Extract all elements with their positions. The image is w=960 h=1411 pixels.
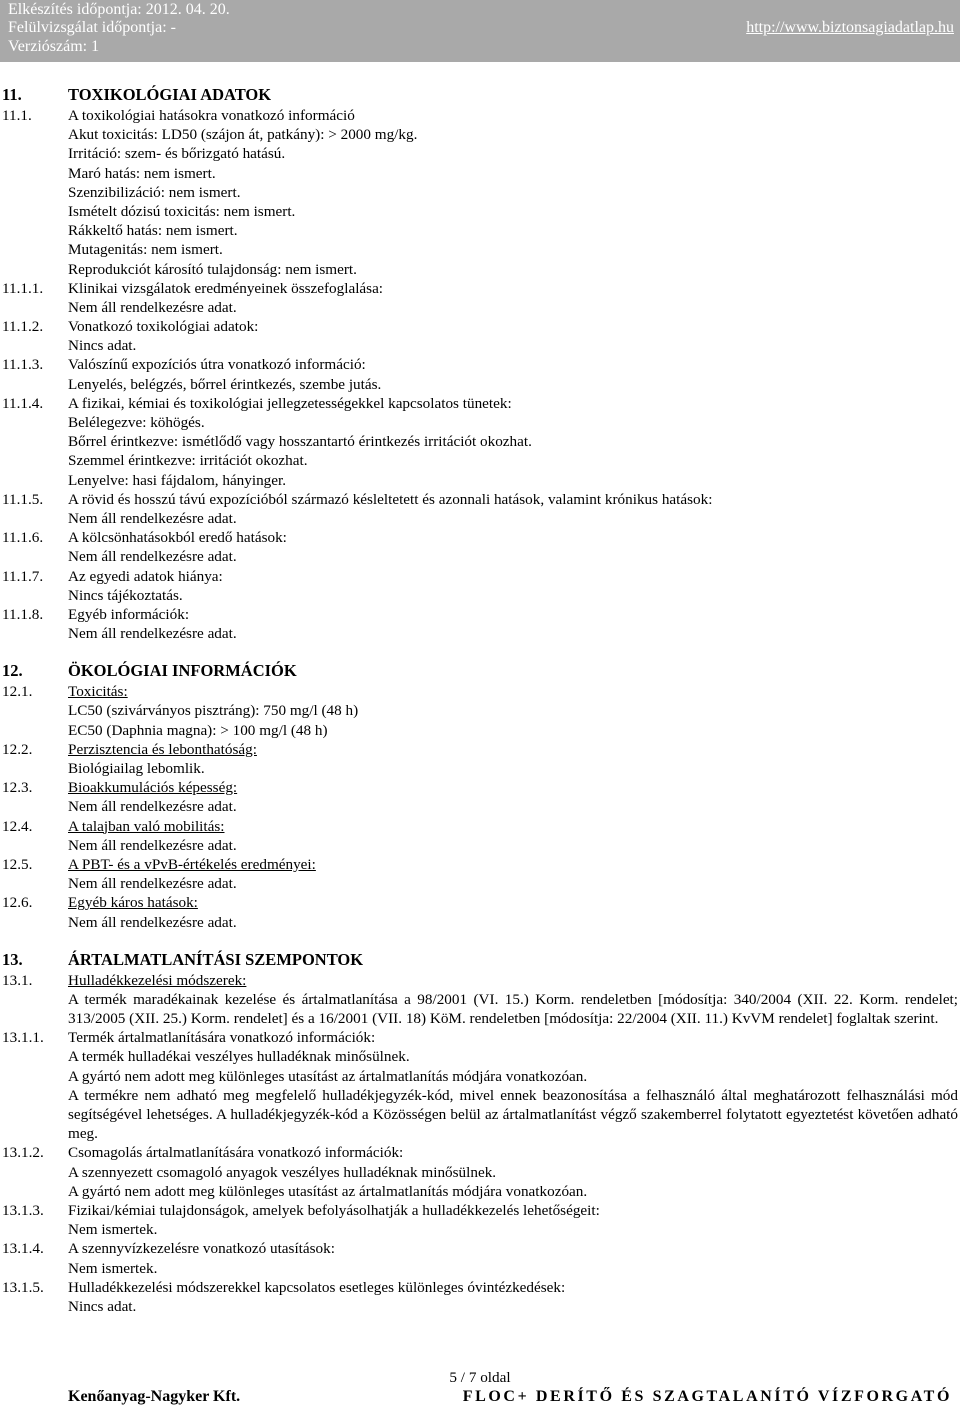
- line-text: A szennyezett csomagoló anyagok veszélyes hulladéknak minősülnek.: [68, 1163, 497, 1181]
- document-line: [0, 855, 960, 874]
- document-line: [0, 893, 960, 912]
- line-text: Egyéb káros hatások:: [68, 894, 198, 912]
- section-number: 11.1.5.: [2, 490, 44, 508]
- line-text: A szennyvízkezelésre vonatkozó utasítások:: [68, 1240, 335, 1258]
- document-line: [0, 1220, 960, 1239]
- document-line: [0, 125, 960, 144]
- document-line: [0, 836, 960, 855]
- document-line: [0, 547, 960, 566]
- line-text: A termék maradékainak kezelése és ártalmatlanítása a 98/2001 (VI. 15.) Korm. rendeletben [módosítja: 340/2004 (XII. 22. Korm. rendelet; 313/2005 (XII. 25.) Korm. rendelet] és a 16/2001 (VII. 18) KöM. rendeletben [módosítja: 22/2004 (XII. 11.) KvVM rendelet] foglaltak szerint.: [68, 990, 958, 1028]
- section-number: 12.4.: [2, 817, 33, 835]
- document-line: [0, 740, 960, 759]
- document-line: [0, 451, 960, 470]
- document-line: [0, 721, 960, 740]
- line-text: Nem áll rendelkezésre adat.: [68, 836, 237, 854]
- document-line: [0, 471, 960, 490]
- section-title: TOXIKOLÓGIAI ADATOK: [68, 85, 272, 104]
- document-line: [0, 1297, 960, 1316]
- line-text: Reprodukciót károsító tulajdonság: nem ismert.: [68, 260, 357, 278]
- line-text: Irritáció: szem- és bőrizgató hatású.: [68, 145, 286, 163]
- document-line: [0, 432, 960, 451]
- line-text: Szenzibilizáció: nem ismert.: [68, 183, 241, 201]
- section-number: 12.: [2, 661, 23, 681]
- document-line: [0, 183, 960, 202]
- section-number: 11.1.4.: [2, 394, 44, 412]
- document-line: [0, 413, 960, 432]
- section-number: 13.1.4.: [2, 1240, 44, 1258]
- section-number: 11.1.7.: [2, 567, 44, 585]
- product-name: FLOC+ DERÍTŐ ÉS SZAGTALANÍTÓ VÍZFORGATÓ: [462, 1388, 952, 1405]
- document-line: [0, 1047, 960, 1066]
- line-text: Nem áll rendelkezésre adat.: [68, 798, 237, 816]
- section-number: 11.1.1.: [2, 279, 44, 297]
- document-line: [0, 586, 960, 605]
- line-text: Nem áll rendelkezésre adat.: [68, 548, 237, 566]
- document-line: [0, 509, 960, 528]
- line-text: Fizikai/kémiai tulajdonságok, amelyek befolyásolhatják a hulladékkezelés lehetőségeit:: [68, 1202, 600, 1220]
- section-number: 12.2.: [2, 740, 33, 758]
- line-text: Nem áll rendelkezésre adat.: [68, 913, 237, 931]
- line-text: LC50 (szivárványos pisztráng): 750 mg/l (48 h): [68, 702, 359, 720]
- line-text: Egyéb információk:: [68, 605, 190, 623]
- line-text: Nincs tájékoztatás.: [68, 586, 183, 604]
- document-line: [0, 701, 960, 720]
- document-line: [0, 1259, 960, 1278]
- section-number: 11.1.2.: [2, 318, 44, 336]
- line-text: Perzisztencia és lebonthatóság:: [68, 740, 257, 758]
- line-text: A talajban való mobilitás:: [68, 817, 225, 835]
- section-number: 13.1.: [2, 971, 33, 989]
- document-line: [0, 1201, 960, 1220]
- section-number: 11.1.3.: [2, 356, 44, 374]
- document-line: [0, 375, 960, 394]
- company-name: Kenőanyag-Nagyker Kft.: [68, 1388, 241, 1405]
- line-text: A PBT- és a vPvB-értékelés eredményei:: [68, 855, 316, 873]
- document-line: [0, 971, 960, 990]
- document-line: [0, 1067, 960, 1086]
- section-number: 11.1.8.: [2, 605, 44, 623]
- line-text: Valószínű expozíciós útra vonatkozó információ:: [68, 356, 366, 374]
- line-text: Bioakkumulációs képesség:: [68, 779, 238, 797]
- document-line: [0, 913, 960, 932]
- section-heading: [0, 84, 960, 106]
- line-text: A kölcsönhatásokból eredő hatások:: [68, 529, 287, 547]
- line-text: A rövid és hosszú távú expozícióból származó késleltetett és azonnali hatások, valamint krónikus hatások:: [68, 490, 713, 508]
- line-text: Nem áll rendelkezésre adat.: [68, 298, 237, 316]
- document-line: [0, 874, 960, 893]
- line-text: Szemmel érintkezve: irritációt okozhat.: [68, 452, 308, 470]
- version-number: Verziószám: 1: [8, 38, 100, 55]
- document-line: [0, 567, 960, 586]
- line-text: Nem áll rendelkezésre adat.: [68, 625, 237, 643]
- section-number: 13.1.1.: [2, 1029, 44, 1047]
- line-text: Akut toxicitás: LD50 (szájon át, patkány): > 2000 mg/kg.: [68, 126, 418, 144]
- document-line: [0, 797, 960, 816]
- document-line: [0, 298, 960, 317]
- document-line: [0, 778, 960, 797]
- section-number: 13.1.2.: [2, 1144, 44, 1162]
- section-number: 12.3.: [2, 779, 33, 797]
- page-header: [0, 0, 960, 62]
- line-text: A gyártó nem adott meg különleges utasítást az ártalmatlanítás módjára vonatkozóan.: [68, 1067, 588, 1085]
- line-text: Ismételt dózisú toxicitás: nem ismert.: [68, 202, 296, 220]
- line-text: Nem ismertek.: [68, 1259, 158, 1277]
- document-line: [0, 1239, 960, 1258]
- document-line: [0, 1182, 960, 1201]
- document-line: [0, 1163, 960, 1182]
- line-text: Mutagenitás: nem ismert.: [68, 241, 223, 259]
- line-text: Bőrrel érintkezve: ismétlődő vagy hosszantartó érintkezés irritációt okozhat.: [68, 433, 532, 451]
- section-number: 13.1.5.: [2, 1278, 44, 1296]
- section-heading: [0, 660, 960, 682]
- section-number: 12.5.: [2, 855, 33, 873]
- section-spacer: [0, 643, 960, 660]
- document-line: [0, 355, 960, 374]
- section-number: 13.: [2, 949, 23, 969]
- document-line: [0, 1028, 960, 1047]
- line-text: A termék hulladékai veszélyes hulladéknak minősülnek.: [68, 1048, 410, 1066]
- section-number: 11.1.: [2, 107, 32, 124]
- document-line: [0, 1143, 960, 1162]
- document-line: [0, 221, 960, 240]
- document-line: [0, 528, 960, 547]
- line-text: Maró hatás: nem ismert.: [68, 164, 216, 182]
- document-line: [0, 394, 960, 413]
- line-text: Rákkeltő hatás: nem ismert.: [68, 222, 238, 240]
- revision-date: Felülvizsgálat időpontja: -: [8, 19, 176, 36]
- document-line: [0, 605, 960, 624]
- document-body: [0, 84, 960, 1316]
- document-line: [0, 817, 960, 836]
- line-text: A fizikai, kémiai és toxikológiai jellegzetességekkel kapcsolatos tünetek:: [68, 394, 512, 412]
- line-text: Hulladékkezelési módszerek:: [68, 971, 247, 989]
- section-number: 12.6.: [2, 894, 33, 912]
- line-text: A termékre nem adható meg megfelelő hulladékjegyzék-kód, mivel ennek beazonosítása a felhasználó által meghatározott felhasználási mód segítségével lehetséges. A hulladékjegyzék-kód a Közösségen belül az ártalmatlanítást végző szakemberrel folytatott egyeztetést követően adható meg.: [68, 1086, 958, 1143]
- line-text: A gyártó nem adott meg különleges utasítást az ártalmatlanítás módjára vonatkozóan.: [68, 1182, 588, 1200]
- creation-date: Elkészítés időpontja: 2012. 04. 20.: [8, 1, 230, 18]
- line-text: Nem áll rendelkezésre adat.: [68, 875, 237, 893]
- document-line: [0, 260, 960, 279]
- line-text: Termék ártalmatlanítására vonatkozó információk:: [68, 1029, 376, 1047]
- section-heading: [0, 949, 960, 971]
- section-spacer: [0, 932, 960, 949]
- document-line: [0, 106, 960, 125]
- document-line: [0, 1086, 960, 1144]
- document-line: [0, 164, 960, 183]
- line-text: Nem áll rendelkezésre adat.: [68, 509, 237, 527]
- section-number: 11.: [2, 85, 22, 104]
- document-line: [0, 336, 960, 355]
- line-text: Biológiailag lebomlik.: [68, 760, 205, 777]
- line-text: Vonatkozó toxikológiai adatok:: [68, 318, 259, 336]
- section-title: ÁRTALMATLANÍTÁSI SZEMPONTOK: [68, 949, 364, 969]
- section-title: ÖKOLÓGIAI INFORMÁCIÓK: [68, 661, 297, 681]
- line-text: Nincs adat.: [68, 337, 137, 355]
- section-number: 13.1.3.: [2, 1202, 44, 1220]
- section-number: 12.1.: [2, 683, 33, 701]
- line-text: Lenyelve: hasi fájdalom, hányinger.: [68, 471, 287, 489]
- document-line: [0, 682, 960, 701]
- line-text: EC50 (Daphnia magna): > 100 mg/l (48 h): [68, 721, 328, 739]
- line-text: Klinikai vizsgálatok eredményeinek összefoglalása:: [68, 279, 384, 297]
- line-text: Belélegezve: köhögés.: [68, 414, 205, 431]
- document-line: [0, 1278, 960, 1297]
- page-number: 5 / 7 oldal: [449, 1369, 511, 1386]
- line-text: Hulladékkezelési módszerekkel kapcsolatos esetleges különleges óvintézkedések:: [68, 1278, 566, 1296]
- line-text: Csomagolás ártalmatlanítására vonatkozó információk:: [68, 1144, 404, 1162]
- line-text: Nem ismertek.: [68, 1221, 158, 1239]
- section-number: 11.1.6.: [2, 529, 44, 547]
- document-line: [0, 279, 960, 298]
- line-text: Lenyelés, belégzés, bőrrel érintkezés, szembe jutás.: [68, 375, 382, 393]
- document-line: [0, 317, 960, 336]
- document-line: [0, 202, 960, 221]
- line-text: A toxikológiai hatásokra vonatkozó információ: [68, 107, 355, 124]
- document-line: [0, 490, 960, 509]
- document-line: [0, 240, 960, 259]
- document-line: [0, 759, 960, 778]
- line-text: Nincs adat.: [68, 1297, 137, 1315]
- document-line: [0, 144, 960, 163]
- document-line: [0, 990, 960, 1028]
- document-line: [0, 624, 960, 643]
- line-text: Toxicitás:: [68, 683, 128, 701]
- website-link[interactable]: http://www.biztonsagiadatlap.hu: [746, 19, 954, 36]
- line-text: Az egyedi adatok hiánya:: [68, 567, 223, 585]
